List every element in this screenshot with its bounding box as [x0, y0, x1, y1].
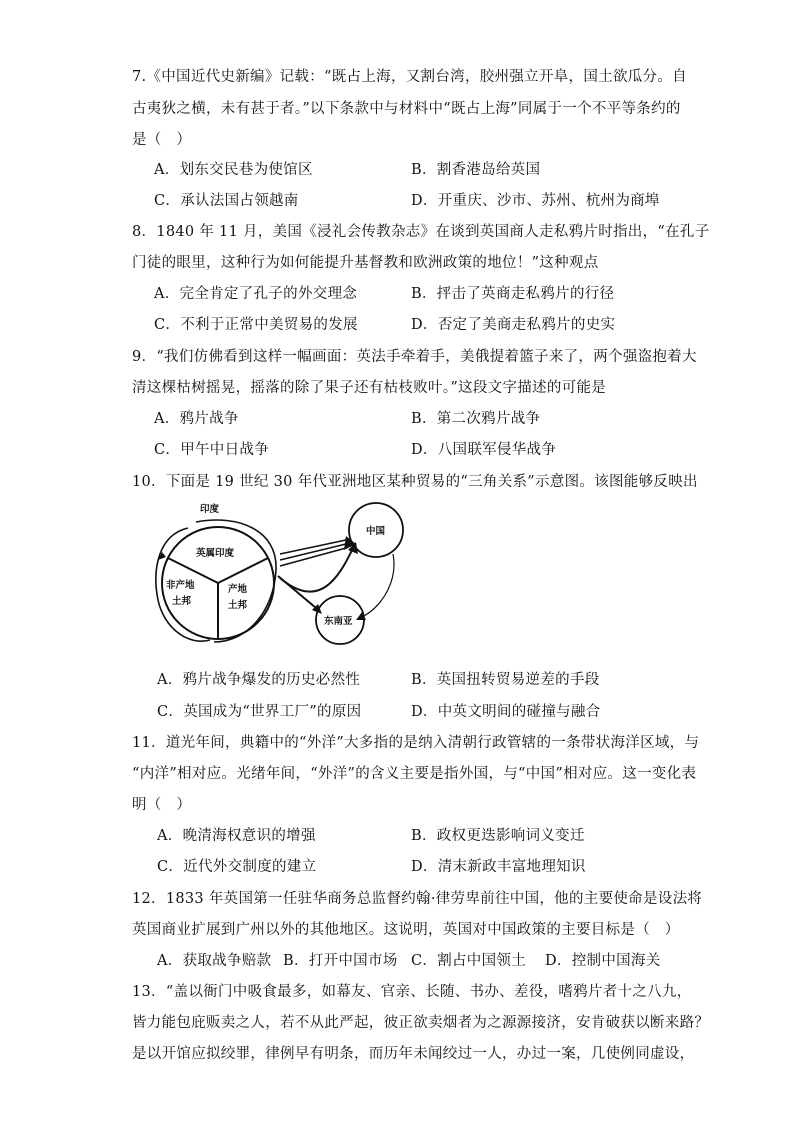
question-12-option-b[interactable]: B．打开中国市场	[283, 953, 398, 969]
question-9-stem-line-2: 清这棵枯树摇晃，摇落的除了果子还有枯枝败叶。”这段文字描述的可能是	[132, 380, 607, 396]
question-10-stem-line-1: 10．下面是 19 世纪 30 年代亚洲地区某种贸易的“三角关系”示意图。该图能够反映出	[132, 474, 698, 490]
triangle-trade-diagram	[148, 500, 428, 650]
question-7-stem-line-2: 古夷狄之横，未有甚于者。”以下条款中与材料中“既占上海”同属于一个不平等条约的	[132, 101, 681, 117]
divider-right	[218, 558, 268, 583]
question-9-option-d[interactable]: D．八国联军侵华战争	[411, 442, 557, 458]
label-british-india: 英属印度	[196, 548, 235, 559]
question-8-option-c[interactable]: C．不利于正常中美贸易的发展	[154, 317, 358, 333]
question-13-stem-line-3: 是以开馆应拟绞罪，律例早有明条，而历年未闻绞过一人，办过一案，几使例同虚设，	[132, 1046, 695, 1062]
question-9-option-c[interactable]: C．甲午中日战争	[154, 442, 269, 458]
question-10-option-c[interactable]: C．英国成为“世界工厂”的原因	[157, 704, 362, 720]
question-13-stem-line-1: 13．“盖以衙门中吸食最多，如幕友、官亲、长随、书办、差役，嗜鸦片者十之八九，	[132, 984, 692, 1000]
question-12-option-d[interactable]: D．控制中国海关	[545, 953, 661, 969]
label-china: 中国	[366, 526, 386, 537]
question-8-stem-line-1: 8．1840 年 11 月，美国《浸礼会传教杂志》在谈到英国商人走私鸦片时指出，“在孔子	[132, 224, 710, 240]
question-11-stem-line-2: “内洋”相对应。光绪年间，“外洋”的含义主要是指外国，与“中国”相对应。这一变化表	[132, 766, 697, 782]
question-8-option-d[interactable]: D．否定了美商走私鸦片的史实	[411, 317, 616, 333]
question-7-option-c[interactable]: C．承认法国占领越南	[154, 193, 299, 209]
question-13-stem-line-2: 皆力能包庇贩卖之人，若不从此严起，彼正欲卖烟者为之源源接济，安肯破获以断来路？	[132, 1015, 710, 1031]
question-11-stem-line-1: 11．道光年间，典籍中的“外洋”大多指的是纳入清朝行政管辖的一条带状海洋区域，与	[132, 735, 700, 751]
question-11-option-c[interactable]: C．近代外交制度的建立	[157, 859, 317, 875]
question-12-stem-line-2: 英国商业扩展到广州以外的其他地区。这说明，英国对中国政策的主要目标是（ ）	[132, 922, 680, 938]
question-7-option-d[interactable]: D．开重庆、沙市、苏州、杭州为商埠	[411, 193, 660, 209]
question-7-option-a[interactable]: A．划东交民巷为使馆区	[154, 162, 313, 178]
question-8-stem-line-2: 门徒的眼里，这种行为如何能提升基督教和欧洲政策的地位！”这种观点	[132, 255, 599, 271]
question-9-option-a[interactable]: A．鸦片战争	[154, 411, 239, 427]
question-11-stem-line-3: 明（ ）	[132, 797, 192, 813]
question-9-option-b[interactable]: B．第二次鸦片战争	[411, 411, 541, 427]
question-7-stem-line-1: 7.《中国近代史新编》记载：“既占上海，又割台湾，胶州强立开阜，国土欲瓜分。自	[132, 69, 687, 85]
question-12-option-c[interactable]: C．割占中国领土	[411, 953, 526, 969]
question-11-option-a[interactable]: A．晚清海权意识的增强	[157, 828, 316, 844]
label-india: 印度	[200, 504, 220, 515]
question-9-stem-line-1: 9．“我们仿佛看到这样一幅画面：英法手牵着手，美俄提着篮子来了，两个强盗抱着大	[132, 349, 697, 365]
label-southeast-asia: 东南亚	[324, 616, 353, 627]
question-10-option-a[interactable]: A．鸦片战争爆发的历史必然性	[157, 672, 361, 688]
label-non-producing-line-1: 非产地	[166, 580, 195, 591]
question-10-option-b[interactable]: B．英国扭转贸易逆差的手段	[411, 672, 600, 688]
china-to-southeast-asia-curve	[364, 554, 394, 616]
question-11-option-b[interactable]: B．政权更迭影响词义变迁	[411, 828, 585, 844]
label-non-producing-line-2: 土邦	[172, 596, 192, 607]
curve-to-china	[280, 548, 353, 592]
label-producing-line-2: 土邦	[228, 600, 248, 611]
question-10-option-d[interactable]: D．中英文明间的碰撞与融合	[411, 704, 601, 720]
label-producing-line-1: 产地	[228, 584, 248, 595]
question-12-stem-line-1: 12．1833 年英国第一任驻华商务总监督约翰·律劳卑前往中国，他的主要使命是设法将	[132, 891, 703, 907]
question-7-option-b[interactable]: B．割香港岛给英国	[411, 162, 541, 178]
question-7-stem-line-3: 是（ ）	[132, 132, 192, 148]
question-8-option-b[interactable]: B．抨击了英商走私鸦片的行径	[411, 286, 615, 302]
question-12-option-a[interactable]: A．获取战争赔款	[157, 953, 272, 969]
question-8-option-a[interactable]: A．完全肯定了孔子的外交理念	[154, 286, 358, 302]
india-loop-right	[196, 520, 276, 642]
question-11-option-d[interactable]: D．清末新政丰富地理知识	[411, 859, 586, 875]
